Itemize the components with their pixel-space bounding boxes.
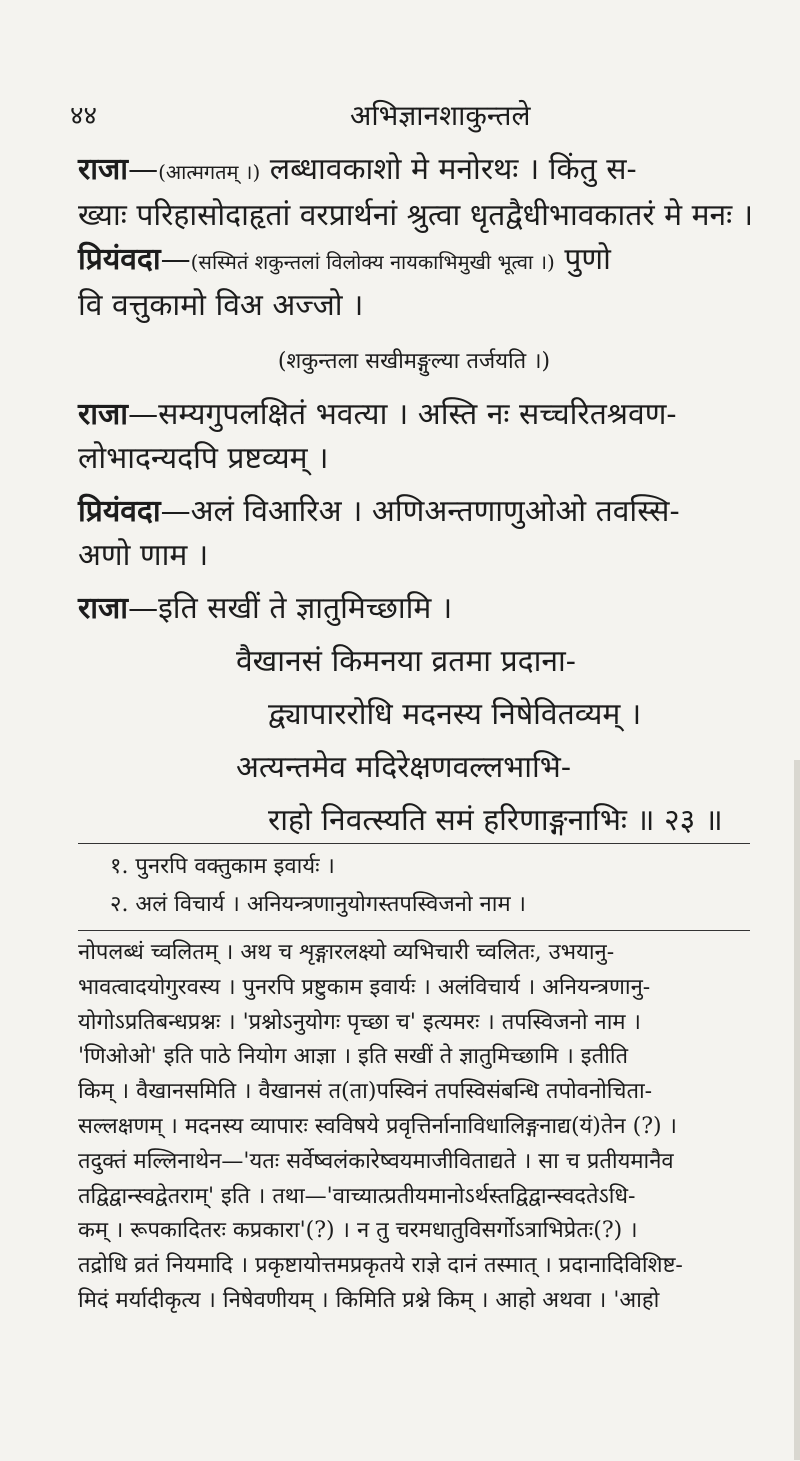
dialogue-line (78, 437, 750, 481)
dialogue-line: प्रियंवदा—(सस्मितं शकुन्तलां विलोक्य नायकाभिमुखी भूत्वा ।) पुणो (78, 242, 611, 277)
page-header (70, 96, 750, 136)
dialogue-line (78, 194, 754, 238)
dialogue-text: लोभादन्यदपि प्रष्टव्यम् । (78, 441, 329, 476)
dialogue-text: —सम्यगुपलक्षितं भवत्या । अस्ति नः सच्चरितश्रवण- (128, 397, 677, 432)
footnote-divider (78, 843, 750, 844)
speaker-name: प्रियंवदा (78, 494, 161, 529)
commentary-line: 'णिओओ' इति पाठे नियोग आज्ञा । इति सखीं ते ज्ञातुमिच्छामि । इतीति (78, 1044, 629, 1070)
commentary-line: मिदं मर्यादीकृत्य । निषेवणीयम् । किमिति प्रश्ने किम् । आहो अथवा । 'आहो (78, 1287, 660, 1313)
commentary-line: तद्विद्वान्स्वद्वेतराम्' इति । तथा—'वाच्यात्प्रतीयमानोऽर्थस्तद्विद्वान्स्वदतेऽधि- (78, 1183, 636, 1209)
page-number: ४४ (70, 101, 98, 131)
commentary-line: तदुक्तं मल्लिनाथेन—'यतः सर्वेष्वलंकारेष्वयमाजीविताद्यते । सा च प्रतीयमानैव (78, 1148, 674, 1174)
stage-direction: (आत्मगतम् ।) (158, 160, 261, 184)
stage-direction: (सस्मितं शकुन्तलां विलोक्य नायकाभिमुखी भूत्वा ।) (190, 250, 555, 274)
verse-line: राहो निवत्स्यति समं हरिणाङ्गनाभिः ॥ २३ ॥ (268, 803, 723, 838)
footnote: २. अलं विचार्य । अनियन्त्रणानुयोगस्तपस्विजनो नाम । (110, 892, 526, 917)
stage-direction-line (78, 337, 750, 384)
dialogue-block (78, 148, 754, 843)
dialogue-line: राजा—(आत्मगतम् ।) लब्धावकाशो मे मनोरथः । किंतु स- (78, 152, 637, 187)
verse-line: अत्यन्तमेव मदिरेक्षणवल्लभाभि- (236, 750, 572, 785)
dialogue-text: ख्याः परिहासोदाहृतां वरप्रार्थनां श्रुत्वा धृतद्वैधीभावकातरं मे मनः । (78, 198, 754, 233)
commentary-divider (78, 930, 750, 931)
dialogue-text: पुणो (554, 242, 611, 277)
commentary-line: तद्रोधि व्रतं नियमादि । प्रकृष्टायोत्तमप्रकृतये राज्ञे दानं तस्मात् । प्रदानादिविशिष्ट- (78, 1253, 683, 1279)
dialogue-text: वि वत्तुकामो विअ अज्जो । (78, 288, 364, 323)
speaker-name: प्रियंवदा (78, 242, 161, 277)
speaker-name: राजा (78, 591, 129, 626)
commentary-block (78, 936, 750, 1319)
commentary-line: योगोऽप्रतिबन्धप्रश्नः । 'प्रश्नोऽनुयोगः पृच्छा च' इत्यमरः । तपस्विजनो नाम । (78, 1009, 641, 1035)
commentary-line: नोपलब्धं च्वलितम् । अथ च शृङ्गारलक्ष्यो व्यभिचारी च्वलितः, उभयानु- (78, 940, 615, 965)
footnote: १. पुनरपि वक्तुकाम इवार्यः । (110, 854, 335, 879)
speaker-name: राजा (78, 397, 129, 432)
dialogue-line (78, 284, 750, 328)
verse-line: वैखानसं किमनया व्रतमा प्रदाना- (236, 644, 576, 679)
dialogue-line (78, 490, 750, 534)
commentary-line: किम् । वैखानसमिति । वैखानसं त(ता)पस्विनं तपस्विसंबन्धि तपोवनोचिता- (78, 1079, 653, 1105)
dialogue-line (78, 393, 750, 437)
dialogue-text: —अलं विआरिअ । अणिअन्तणाणुओओ तवस्सि- (160, 494, 680, 529)
dialogue-text: —इति सखीं ते ज्ञातुमिच्छामि । (128, 591, 453, 626)
page-edge-shadow (794, 760, 800, 1460)
dialogue-line (78, 534, 750, 578)
verse-line: द्व्यापाररोधि मदनस्य निषेवितव्यम् । (268, 697, 642, 732)
commentary-line: सल्लक्षणम् । मदनस्य व्यापारः स्वविषये प्रवृत्तिर्नानाविधालिङ्गनाद्य(यं)तेन (?) । (78, 1113, 677, 1139)
speaker-name: राजा (78, 152, 129, 187)
stage-direction: (शकुन्तला सखीमङ्गुल्या तर्जयति ।) (277, 349, 551, 374)
running-title: अभिज्ञानशाकुन्तले (350, 99, 531, 132)
dialogue-text: अणो णाम । (78, 538, 209, 573)
dialogue-text: लब्धावकाशो मे मनोरथः । किंतु स- (260, 152, 637, 187)
dialogue-line (78, 587, 750, 631)
commentary-line: कम् । रूपकादितरः कप्रकारा'(?) । न तु चरमधातुविसर्गोऽत्राभिप्रेतः(?) । (78, 1218, 638, 1244)
commentary-line: भावत्वादयोगुरवस्य । पुनरपि प्रष्टुकाम इवार्यः । अलंविचार्य । अनियन्त्रणानु- (78, 974, 651, 1000)
